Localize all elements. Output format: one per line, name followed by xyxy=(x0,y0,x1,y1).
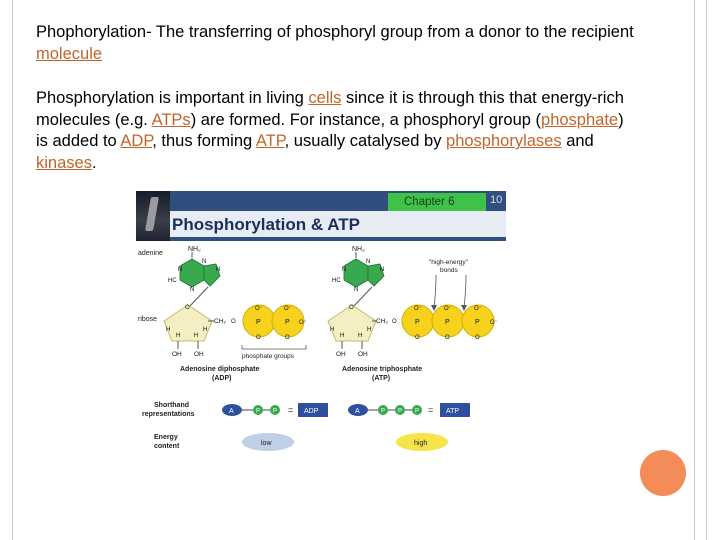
atp-shorthand-p3-label: P xyxy=(415,408,420,415)
atp-h-3: H xyxy=(340,333,345,339)
importance-paragraph xyxy=(36,88,636,174)
high-energy-value-label: high xyxy=(414,440,428,447)
atp-h-4: H xyxy=(358,333,363,339)
atp-shorthand-p2-label: P xyxy=(398,408,403,415)
atp-o-end: O⁻ xyxy=(490,320,498,326)
adp-n-2: N xyxy=(190,287,195,293)
atp-o-bot-2: O xyxy=(445,335,450,341)
adp-o-top-1: O⁻ xyxy=(255,306,263,312)
atp-o-top-3: O⁻ xyxy=(474,306,482,312)
atp-p-1: P xyxy=(415,319,420,326)
atp-n-3: N xyxy=(366,259,371,265)
atp-diagram xyxy=(136,191,506,465)
adp-o-top-2: O⁻ xyxy=(284,306,292,312)
adp-n-4: N xyxy=(216,267,221,273)
importance-text-1: Phosphorylation is important in living xyxy=(36,89,309,107)
atp-p-2: P xyxy=(445,319,450,326)
atp-shorthand-box-label: ATP xyxy=(446,408,460,415)
atp-o-ring: O xyxy=(349,305,354,311)
adp-adenine-ring-6 xyxy=(180,259,207,287)
phosphate-groups-bracket xyxy=(242,345,306,349)
atp-figure xyxy=(136,191,506,465)
adp-shorthand-p2-label: P xyxy=(273,408,278,415)
adp-h-4: H xyxy=(194,333,199,339)
adenine-label: adenine xyxy=(138,250,163,257)
atp-o-bot-3: O xyxy=(475,335,480,341)
chapter-label: Chapter 6 xyxy=(388,193,486,211)
atp-o-top-1: O⁻ xyxy=(414,306,422,312)
adp-shorthand-eq: = xyxy=(288,405,294,415)
importance-text-4: ) is added to xyxy=(36,110,624,150)
atp-o-bot-1: O xyxy=(415,335,420,341)
adp-h-2: H xyxy=(203,327,208,333)
adp-o-link: O xyxy=(231,319,236,325)
adp-ch2-label: CH₂ xyxy=(214,318,226,325)
adp-h-1: H xyxy=(166,327,171,333)
atp-shorthand-eq: = xyxy=(428,405,434,415)
link-kinases[interactable]: kinases xyxy=(36,153,92,172)
adp-n-3: N xyxy=(202,259,207,265)
energy-label-2: content xyxy=(154,443,180,450)
adp-h-3: H xyxy=(176,333,181,339)
atp-abbr: (ATP) xyxy=(372,375,391,382)
adp-nh2-label: NH₂ xyxy=(188,246,201,253)
link-atps[interactable]: ATPs xyxy=(151,110,191,129)
adp-oh-1: OH xyxy=(172,351,182,358)
atp-shorthand-a-label: A xyxy=(355,408,360,415)
atp-n-1: N xyxy=(342,267,347,273)
link-adp[interactable]: ADP xyxy=(120,132,153,150)
energy-label-1: Energy xyxy=(154,434,178,441)
frame-line-left xyxy=(12,0,13,540)
adp-hc-1: HC xyxy=(168,278,177,284)
adp-oh-2: OH xyxy=(194,351,204,358)
atp-shorthand-p1-label: P xyxy=(381,408,386,415)
shorthand-row xyxy=(142,402,470,418)
shorthand-label-2: representations xyxy=(142,411,195,418)
adp-o-end: O⁻ xyxy=(299,320,307,326)
decorative-circle xyxy=(640,450,686,496)
importance-text-7: and xyxy=(561,132,594,150)
importance-text-2: since it is through this that energy-rich molecules (e.g. xyxy=(36,89,624,129)
atp-molecule xyxy=(328,246,498,382)
adp-shorthand-a-label: A xyxy=(229,408,234,415)
high-energy-arrow-2 xyxy=(464,275,466,307)
adp-n-1: N xyxy=(178,267,183,273)
adp-abbr: (ADP) xyxy=(212,375,232,382)
adp-name: Adenosine diphosphate xyxy=(180,366,260,373)
energy-row xyxy=(154,433,448,451)
adp-o-ring: O xyxy=(185,305,190,311)
definition-text: Phophorylation- The transferring of phosphoryl group from a donor to the recipient xyxy=(36,23,634,41)
high-energy-arrow-1 xyxy=(434,275,436,307)
adp-o-bot-1: O xyxy=(256,335,261,341)
atp-o-link: O xyxy=(392,319,397,325)
importance-text-6: , usually catalysed by xyxy=(284,132,447,150)
adp-shorthand-p1-label: P xyxy=(256,408,261,415)
importance-text-5: , thus forming xyxy=(152,132,256,150)
shorthand-label-1: Shorthand xyxy=(154,402,189,409)
definition-paragraph xyxy=(36,22,636,65)
adp-molecule xyxy=(138,246,307,382)
link-atp[interactable]: ATP xyxy=(255,132,285,150)
figure-title: Phosphorylation & ATP xyxy=(172,215,360,234)
adp-shorthand-box-label: ADP xyxy=(304,408,319,415)
phosphate-groups-label: phosphate groups xyxy=(242,353,295,360)
link-phosphorylases[interactable]: phosphorylases xyxy=(446,132,562,150)
atp-p-3: P xyxy=(475,319,480,326)
frame-line-right-2 xyxy=(706,0,707,540)
figure-page-number: 10 xyxy=(490,194,503,206)
atp-n-2: N xyxy=(354,287,359,293)
ribose-label: ribose xyxy=(138,316,158,323)
adp-p-1: P xyxy=(256,319,261,326)
importance-text-8: . xyxy=(91,153,97,172)
atp-o-top-2: O⁻ xyxy=(444,306,452,312)
link-phosphate[interactable]: phosphate xyxy=(541,110,619,129)
frame-line-right-1 xyxy=(694,0,695,540)
importance-text-3: ) are formed. For instance, a phosphoryl group ( xyxy=(190,110,542,129)
atp-oh-2: OH xyxy=(358,351,368,358)
atp-nh2-label: NH₂ xyxy=(352,246,365,253)
link-cells[interactable]: cells xyxy=(308,89,342,107)
atp-name: Adenosine triphosphate xyxy=(342,366,423,373)
atp-h-1: H xyxy=(330,327,335,333)
atp-hc-1: HC xyxy=(332,278,341,284)
atp-n-4: N xyxy=(380,267,385,273)
atp-oh-1: OH xyxy=(336,351,346,358)
adp-p-2: P xyxy=(285,319,290,326)
atp-h-2: H xyxy=(367,327,372,333)
link-molecule[interactable]: molecule xyxy=(36,44,103,63)
low-energy-label: low xyxy=(261,440,272,447)
high-energy-label: "high-energy" xyxy=(429,259,468,266)
atp-adenine-ring-6 xyxy=(344,259,371,287)
atp-ch2-label: CH₂ xyxy=(376,318,388,325)
bonds-label: bonds xyxy=(440,267,458,274)
adp-o-bot-2: O xyxy=(285,335,290,341)
